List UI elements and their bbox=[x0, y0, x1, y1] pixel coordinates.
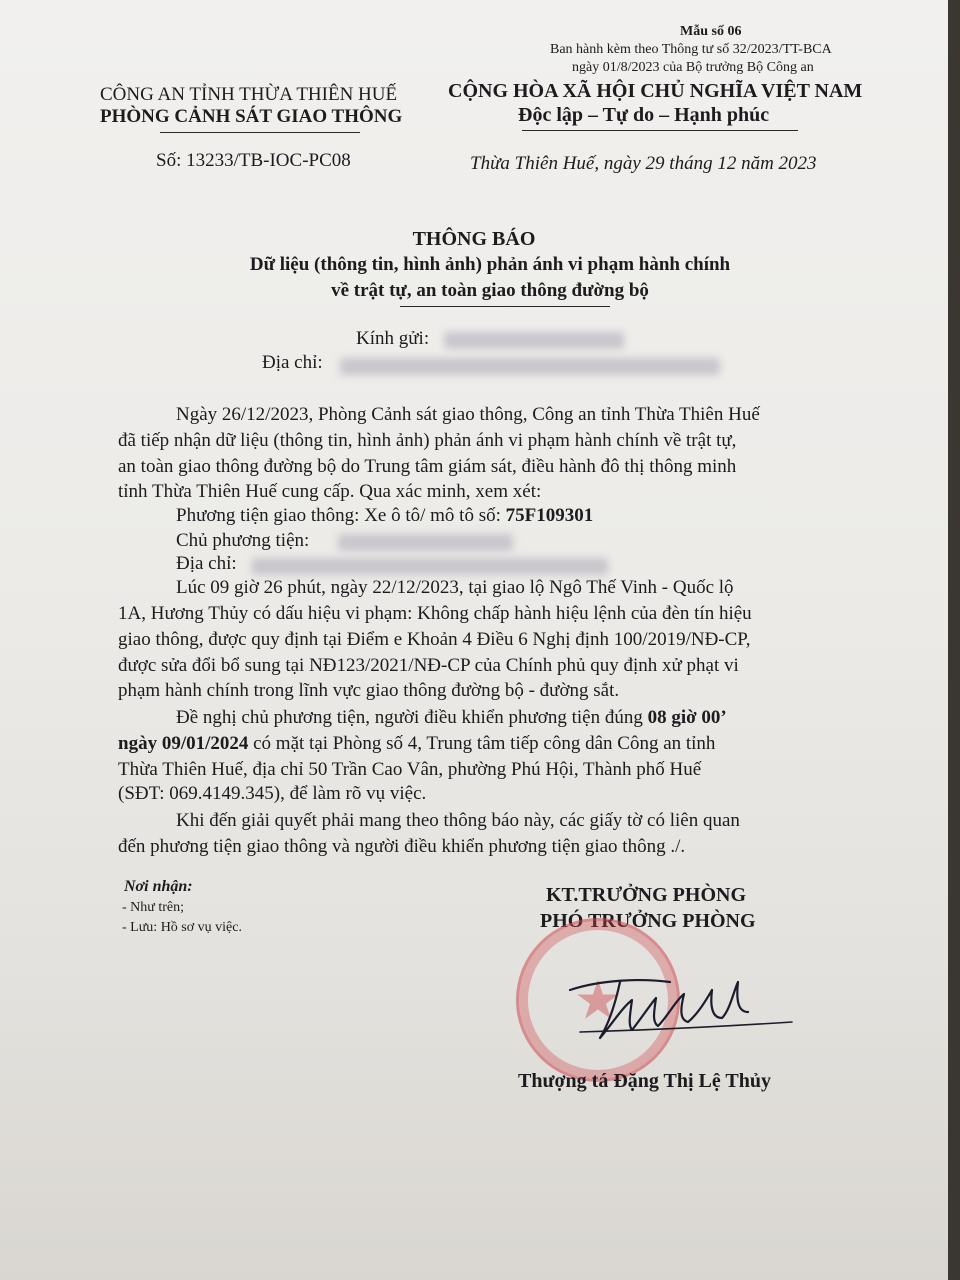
paragraph-2-line-1: Lúc 09 giờ 26 phút, ngày 22/12/2023, tại giao lộ Ngô Thế Vinh - Quốc lộ bbox=[176, 577, 734, 598]
paragraph-3-line-3: Thừa Thiên Huế, địa chỉ 50 Trần Cao Vân, phường Phú Hội, Thành phố Huế bbox=[118, 759, 702, 780]
nation-motto: Độc lập – Tự do – Hạnh phúc bbox=[518, 104, 770, 126]
appointment-place: có mặt tại Phòng số 4, Trung tâm tiếp công dân Công an tỉnh bbox=[248, 733, 716, 754]
agency-underline bbox=[160, 132, 360, 133]
paragraph-4-line-2: đến phương tiện giao thông và người điều khiển phương tiện giao thông ./. bbox=[118, 836, 686, 857]
seal-star-icon: ★ bbox=[573, 968, 623, 1032]
redacted-owner-name bbox=[338, 534, 513, 551]
recipient-address-label: Địa chỉ: bbox=[262, 352, 323, 373]
vehicle-label: Phương tiện giao thông: Xe ô tô/ mô tô số: bbox=[176, 505, 506, 526]
agency-department: PHÒNG CẢNH SÁT GIAO THÔNG bbox=[100, 106, 403, 127]
document-number: Số: 13233/TB-IOC-PC08 bbox=[156, 150, 351, 171]
owner-label: Chủ phương tiện: bbox=[176, 530, 310, 551]
paragraph-3-line-2 bbox=[118, 733, 715, 755]
motto-underline bbox=[522, 130, 798, 131]
paragraph-3-line-1 bbox=[176, 707, 727, 729]
appointment-time: 08 giờ 00’ bbox=[647, 707, 727, 728]
title-underline bbox=[400, 306, 610, 307]
appointment-intro: Đề nghị chủ phương tiện, người điều khiển phương tiện đúng bbox=[176, 707, 648, 728]
paragraph-1-line-2: đã tiếp nhận dữ liệu (thông tin, hình ảnh) phản ánh vi phạm hành chính về trật tự, bbox=[118, 430, 737, 451]
owner-address-label: Địa chỉ: bbox=[176, 553, 237, 574]
form-issued-line1: Ban hành kèm theo Thông tư số 32/2023/TT-BCA bbox=[550, 42, 832, 57]
signer-name: Thượng tá Đặng Thị Lệ Thủy bbox=[518, 1070, 771, 1092]
redacted-recipient-address bbox=[340, 358, 720, 375]
recipients-item-2: - Lưu: Hồ sơ vụ việc. bbox=[122, 920, 242, 935]
document-title: THÔNG BÁO bbox=[412, 228, 536, 250]
agency-name: CÔNG AN TỈNH THỪA THIÊN HUẾ bbox=[100, 84, 398, 105]
signature-title-2: PHÓ TRƯỞNG PHÒNG bbox=[540, 910, 756, 932]
paragraph-2-line-2: 1A, Hương Thủy có dấu hiệu vi phạm: Không chấp hành hiệu lệnh của đèn tín hiệu bbox=[118, 603, 752, 624]
vehicle-plate: 75F109301 bbox=[505, 505, 594, 526]
recipients-title: Nơi nhận: bbox=[124, 878, 193, 895]
form-issued-line2: ngày 01/8/2023 của Bộ trưởng Bộ Công an bbox=[572, 60, 814, 75]
recipients-item-1: - Như trên; bbox=[122, 900, 185, 915]
paragraph-2-line-5: phạm hành chính trong lĩnh vực giao thông đường bộ - đường sắt. bbox=[118, 680, 620, 701]
vehicle-line bbox=[176, 505, 593, 527]
document-subtitle-1: Dữ liệu (thông tin, hình ảnh) phản ánh vi phạm hành chính bbox=[249, 254, 731, 275]
nation-title: CỘNG HÒA XÃ HỘI CHỦ NGHĨA VIỆT NAM bbox=[448, 80, 863, 102]
document-subtitle-2: về trật tự, an toàn giao thông đường bộ bbox=[331, 280, 649, 301]
paragraph-3-line-4: (SĐT: 069.4149.345), để làm rõ vụ việc. bbox=[118, 783, 427, 804]
redacted-recipient-name bbox=[444, 332, 624, 349]
paragraph-4-line-1: Khi đến giải quyết phải mang theo thông báo này, các giấy tờ có liên quan bbox=[176, 810, 740, 831]
handwritten-signature bbox=[560, 960, 800, 1050]
paragraph-1-line-1: Ngày 26/12/2023, Phòng Cảnh sát giao thông, Công an tỉnh Thừa Thiên Huế bbox=[176, 404, 760, 425]
paragraph-2-line-4: được sửa đổi bổ sung tại NĐ123/2021/NĐ-CP của Chính phủ quy định xử phạt vi bbox=[118, 655, 739, 676]
appointment-date: ngày 09/01/2024 bbox=[118, 733, 249, 754]
form-number: Mẫu số 06 bbox=[680, 24, 742, 39]
paragraph-2-line-3: giao thông, được quy định tại Điểm e Khoản 4 Điều 6 Nghị định 100/2019/NĐ-CP, bbox=[118, 629, 751, 650]
place-date: Thừa Thiên Huế, ngày 29 tháng 12 năm 2023 bbox=[470, 153, 817, 174]
recipient-label: Kính gửi: bbox=[356, 328, 430, 349]
paragraph-1-line-4: tỉnh Thừa Thiên Huế cung cấp. Qua xác minh, xem xét: bbox=[118, 481, 542, 502]
paragraph-1-line-3: an toàn giao thông đường bộ do Trung tâm giám sát, điều hành đô thị thông minh bbox=[118, 456, 737, 477]
redacted-owner-address bbox=[252, 558, 608, 575]
signature-title-1: KT.TRƯỞNG PHÒNG bbox=[546, 884, 746, 906]
